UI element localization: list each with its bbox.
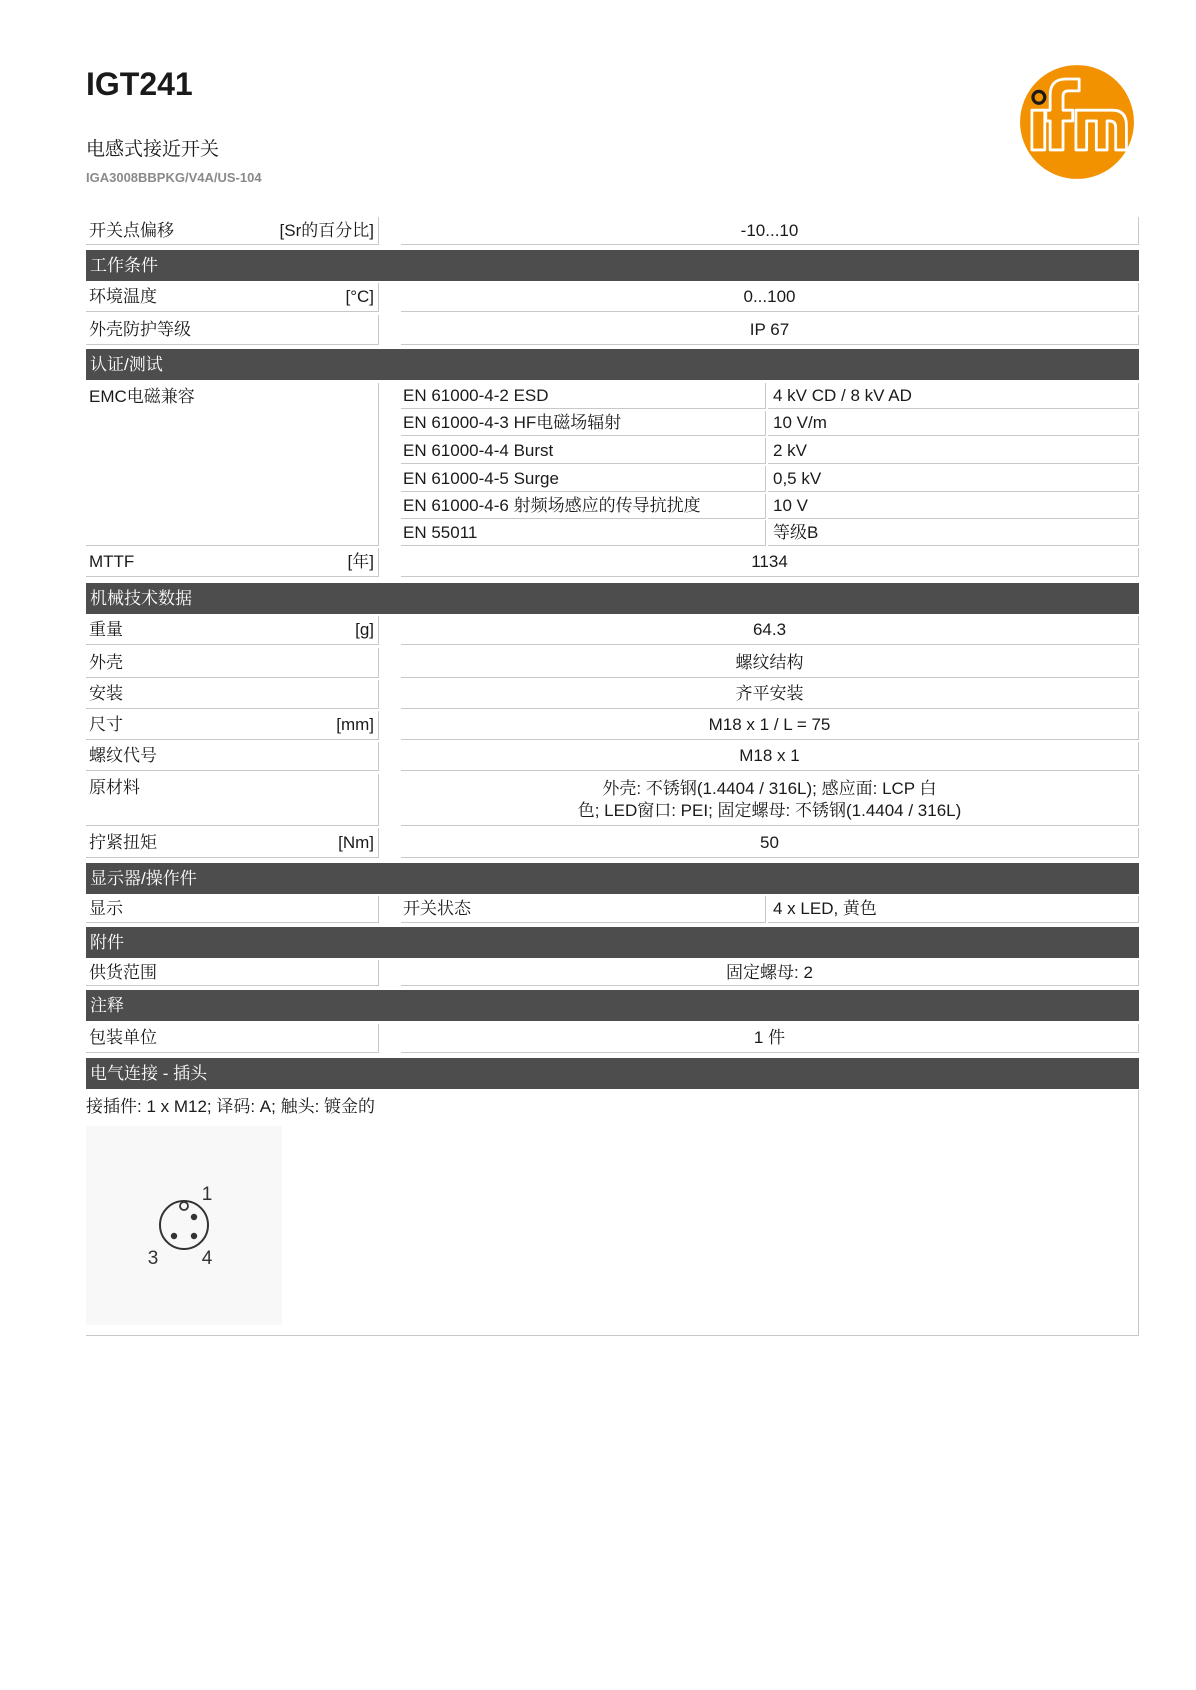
display-value-cell bbox=[768, 896, 1139, 923]
mounting-value-cell bbox=[401, 680, 1139, 709]
thread-row bbox=[86, 742, 1139, 771]
pin-4-label: 4 bbox=[201, 1248, 213, 1269]
connector-description: 接插件: 1 x M12; 译码: A; 触头: 镀金的 bbox=[86, 1097, 376, 1116]
emc-standard-cell bbox=[401, 466, 766, 492]
section-displays bbox=[86, 863, 1139, 894]
thread-value-cell bbox=[401, 742, 1139, 771]
article-code: IGA3008BBPKG/V4A/US-104 bbox=[86, 170, 262, 185]
emc-standard: EN 55011 bbox=[403, 522, 478, 542]
section-electrical-connection bbox=[86, 1058, 1139, 1089]
mttf-row bbox=[86, 548, 1139, 577]
emc-test-row bbox=[86, 520, 1139, 546]
connector-image bbox=[86, 1126, 282, 1325]
ambient-temperature-value-cell bbox=[401, 283, 1139, 312]
emc-test-row bbox=[86, 383, 1139, 409]
thread-value: M18 x 1 bbox=[739, 746, 800, 765]
housing-value: 螺纹结构 bbox=[735, 652, 804, 672]
dimensions-label-cell bbox=[86, 711, 379, 740]
protection-rating-value: IP 67 bbox=[749, 319, 790, 339]
switch-point-drift-row bbox=[86, 217, 1139, 245]
ambient-temperature-value: 0...100 bbox=[743, 287, 796, 306]
connector-pin-diagram bbox=[86, 1126, 282, 1325]
housing-label-cell bbox=[86, 648, 379, 678]
protection-rating-row bbox=[86, 315, 1139, 345]
emc-value-cell bbox=[768, 383, 1139, 409]
switch-point-drift-unit: [Sr的百分比] bbox=[279, 220, 374, 240]
mounting-label: 安装 bbox=[89, 684, 123, 703]
emc-standard-cell bbox=[401, 383, 766, 409]
tightening-torque-label: 拧紧扭矩 bbox=[89, 832, 157, 852]
display-value: 4 x LED, 黄色 bbox=[773, 899, 877, 918]
emc-standard-cell bbox=[401, 411, 766, 436]
switch-point-drift-value: -10...10 bbox=[740, 220, 799, 240]
emc-value-cell bbox=[768, 494, 1139, 519]
mttf-unit: [年] bbox=[347, 552, 374, 571]
tightening-torque-row bbox=[86, 828, 1139, 858]
dimensions-row bbox=[86, 711, 1139, 740]
emc-value: 等级B bbox=[773, 522, 819, 542]
emc-standard: EN 61000-4-2 ESD bbox=[403, 385, 549, 405]
emc-value-cell bbox=[768, 520, 1139, 546]
emc-value: 10 V/m bbox=[773, 413, 827, 432]
weight-label: 重量 bbox=[89, 620, 123, 639]
ambient-temperature-unit: [°C] bbox=[345, 287, 374, 306]
pin-4 bbox=[191, 1233, 197, 1239]
dimensions-value-cell bbox=[401, 711, 1139, 740]
product-title: IGT241 bbox=[86, 66, 193, 102]
scope-of-delivery-row bbox=[86, 960, 1139, 986]
emc-value-cell bbox=[768, 438, 1139, 464]
mttf-value-cell bbox=[401, 548, 1139, 577]
pin-1-label: 1 bbox=[201, 1184, 213, 1205]
emc-standard: EN 61000-4-4 Burst bbox=[403, 440, 554, 460]
section-mechanical bbox=[86, 583, 1139, 614]
emc-standard-cell bbox=[401, 494, 766, 519]
section-title: 工作条件 bbox=[90, 255, 158, 275]
housing-label: 外壳 bbox=[89, 652, 123, 672]
emc-value: 2 kV bbox=[773, 440, 808, 460]
section-operating-conditions bbox=[86, 250, 1139, 281]
pin-3-label: 3 bbox=[147, 1248, 159, 1269]
mttf-value: 1134 bbox=[751, 552, 788, 571]
scope-of-delivery-value-cell bbox=[401, 960, 1139, 986]
packaging-unit-value-cell bbox=[401, 1024, 1139, 1053]
materials-label: 原材料 bbox=[89, 778, 140, 797]
tightening-torque-value-cell bbox=[401, 828, 1139, 858]
display-label-cell bbox=[86, 896, 379, 923]
packaging-unit-label-cell bbox=[86, 1024, 379, 1053]
emc-standard-cell bbox=[401, 520, 766, 546]
emc-test-row bbox=[86, 438, 1139, 464]
switch-point-drift-value-cell bbox=[401, 217, 1139, 245]
connector-key bbox=[180, 1202, 188, 1210]
emc-standard: EN 61000-4-6 射频场感应的传导抗扰度 bbox=[403, 496, 701, 515]
housing-value-cell bbox=[401, 648, 1139, 678]
switch-point-drift-label-cell bbox=[86, 217, 379, 245]
protection-rating-value-cell bbox=[401, 315, 1139, 345]
scope-of-delivery-value: 固定螺母: 2 bbox=[726, 962, 813, 982]
weight-value-cell bbox=[401, 616, 1139, 645]
weight-label-cell bbox=[86, 616, 379, 645]
emc-standard: EN 61000-4-5 Surge bbox=[403, 468, 559, 488]
materials-row bbox=[86, 774, 1139, 826]
emc-value-cell bbox=[768, 466, 1139, 492]
dimensions-unit: [mm] bbox=[336, 715, 374, 734]
ifm-logo bbox=[1019, 64, 1135, 180]
emc-block bbox=[86, 383, 1139, 546]
display-row bbox=[86, 896, 1139, 923]
connector-block bbox=[86, 1090, 1139, 1336]
dimensions-value: M18 x 1 / L = 75 bbox=[708, 715, 831, 734]
materials-value: 外壳: 不锈钢(1.4404 / 316L); 感应面: LCP 白 色; LED窗口: PEI; 固定螺母: 不锈钢(1.4404 / 316L) bbox=[577, 778, 962, 820]
weight-value: 64.3 bbox=[752, 620, 787, 639]
mounting-label-cell bbox=[86, 680, 379, 709]
emc-standard: EN 61000-4-3 HF电磁场辐射 bbox=[403, 413, 622, 432]
packaging-unit-label: 包装单位 bbox=[89, 1028, 157, 1047]
emc-value: 0,5 kV bbox=[773, 468, 822, 488]
section-title: 认证/测试 bbox=[90, 354, 163, 374]
section-title: 附件 bbox=[90, 932, 124, 952]
logo-letter-m bbox=[1076, 110, 1126, 150]
tightening-torque-unit: [Nm] bbox=[338, 832, 374, 852]
section-title: 注释 bbox=[90, 995, 124, 1015]
ambient-temperature-row bbox=[86, 283, 1139, 312]
housing-row bbox=[86, 648, 1139, 678]
logo-letter-i bbox=[1032, 110, 1045, 150]
switch-point-drift-label: 开关点偏移 bbox=[89, 220, 174, 240]
protection-rating-label-cell bbox=[86, 315, 379, 345]
display-item: 开关状态 bbox=[403, 899, 471, 918]
emc-value: 10 V bbox=[773, 496, 808, 515]
section-title: 电气连接 - 插头 bbox=[90, 1063, 208, 1083]
thread-label-cell bbox=[86, 742, 379, 771]
emc-value-cell bbox=[768, 411, 1139, 436]
emc-test-row bbox=[86, 466, 1139, 492]
section-approvals bbox=[86, 349, 1139, 380]
emc-test-row bbox=[86, 411, 1139, 436]
protection-rating-label: 外壳防护等级 bbox=[89, 319, 191, 339]
materials-value-cell bbox=[401, 774, 1139, 826]
weight-row bbox=[86, 616, 1139, 645]
tightening-torque-value: 50 bbox=[760, 832, 779, 852]
mttf-label-cell bbox=[86, 548, 379, 577]
display-item-cell bbox=[401, 896, 766, 923]
emc-test-row bbox=[86, 494, 1139, 519]
weight-unit: [g] bbox=[355, 620, 374, 639]
materials-label-cell bbox=[86, 774, 379, 826]
thread-label: 螺纹代号 bbox=[89, 746, 157, 765]
ambient-temperature-label-cell bbox=[86, 283, 379, 312]
mounting-value: 齐平安装 bbox=[735, 684, 804, 703]
packaging-unit-row bbox=[86, 1024, 1139, 1053]
packaging-unit-value: 1 件 bbox=[753, 1028, 786, 1047]
pin-1 bbox=[191, 1214, 197, 1220]
mounting-row bbox=[86, 680, 1139, 709]
emc-value: 4 kV CD / 8 kV AD bbox=[773, 385, 912, 405]
emc-standard-cell bbox=[401, 438, 766, 464]
tightening-torque-label-cell bbox=[86, 828, 379, 858]
section-title: 显示器/操作件 bbox=[90, 868, 197, 888]
ambient-temperature-label: 环境温度 bbox=[89, 287, 157, 306]
mttf-label: MTTF bbox=[89, 552, 135, 571]
emc-label: EMC电磁兼容 bbox=[89, 387, 195, 406]
section-remarks bbox=[86, 990, 1139, 1021]
section-accessories bbox=[86, 927, 1139, 958]
scope-of-delivery-label-cell bbox=[86, 960, 379, 986]
pin-3 bbox=[171, 1233, 177, 1239]
dimensions-label: 尺寸 bbox=[89, 715, 123, 734]
scope-of-delivery-label: 供货范围 bbox=[89, 962, 157, 982]
section-title: 机械技术数据 bbox=[90, 588, 192, 608]
display-label: 显示 bbox=[89, 899, 123, 918]
product-subtitle: 电感式接近开关 bbox=[86, 139, 220, 160]
